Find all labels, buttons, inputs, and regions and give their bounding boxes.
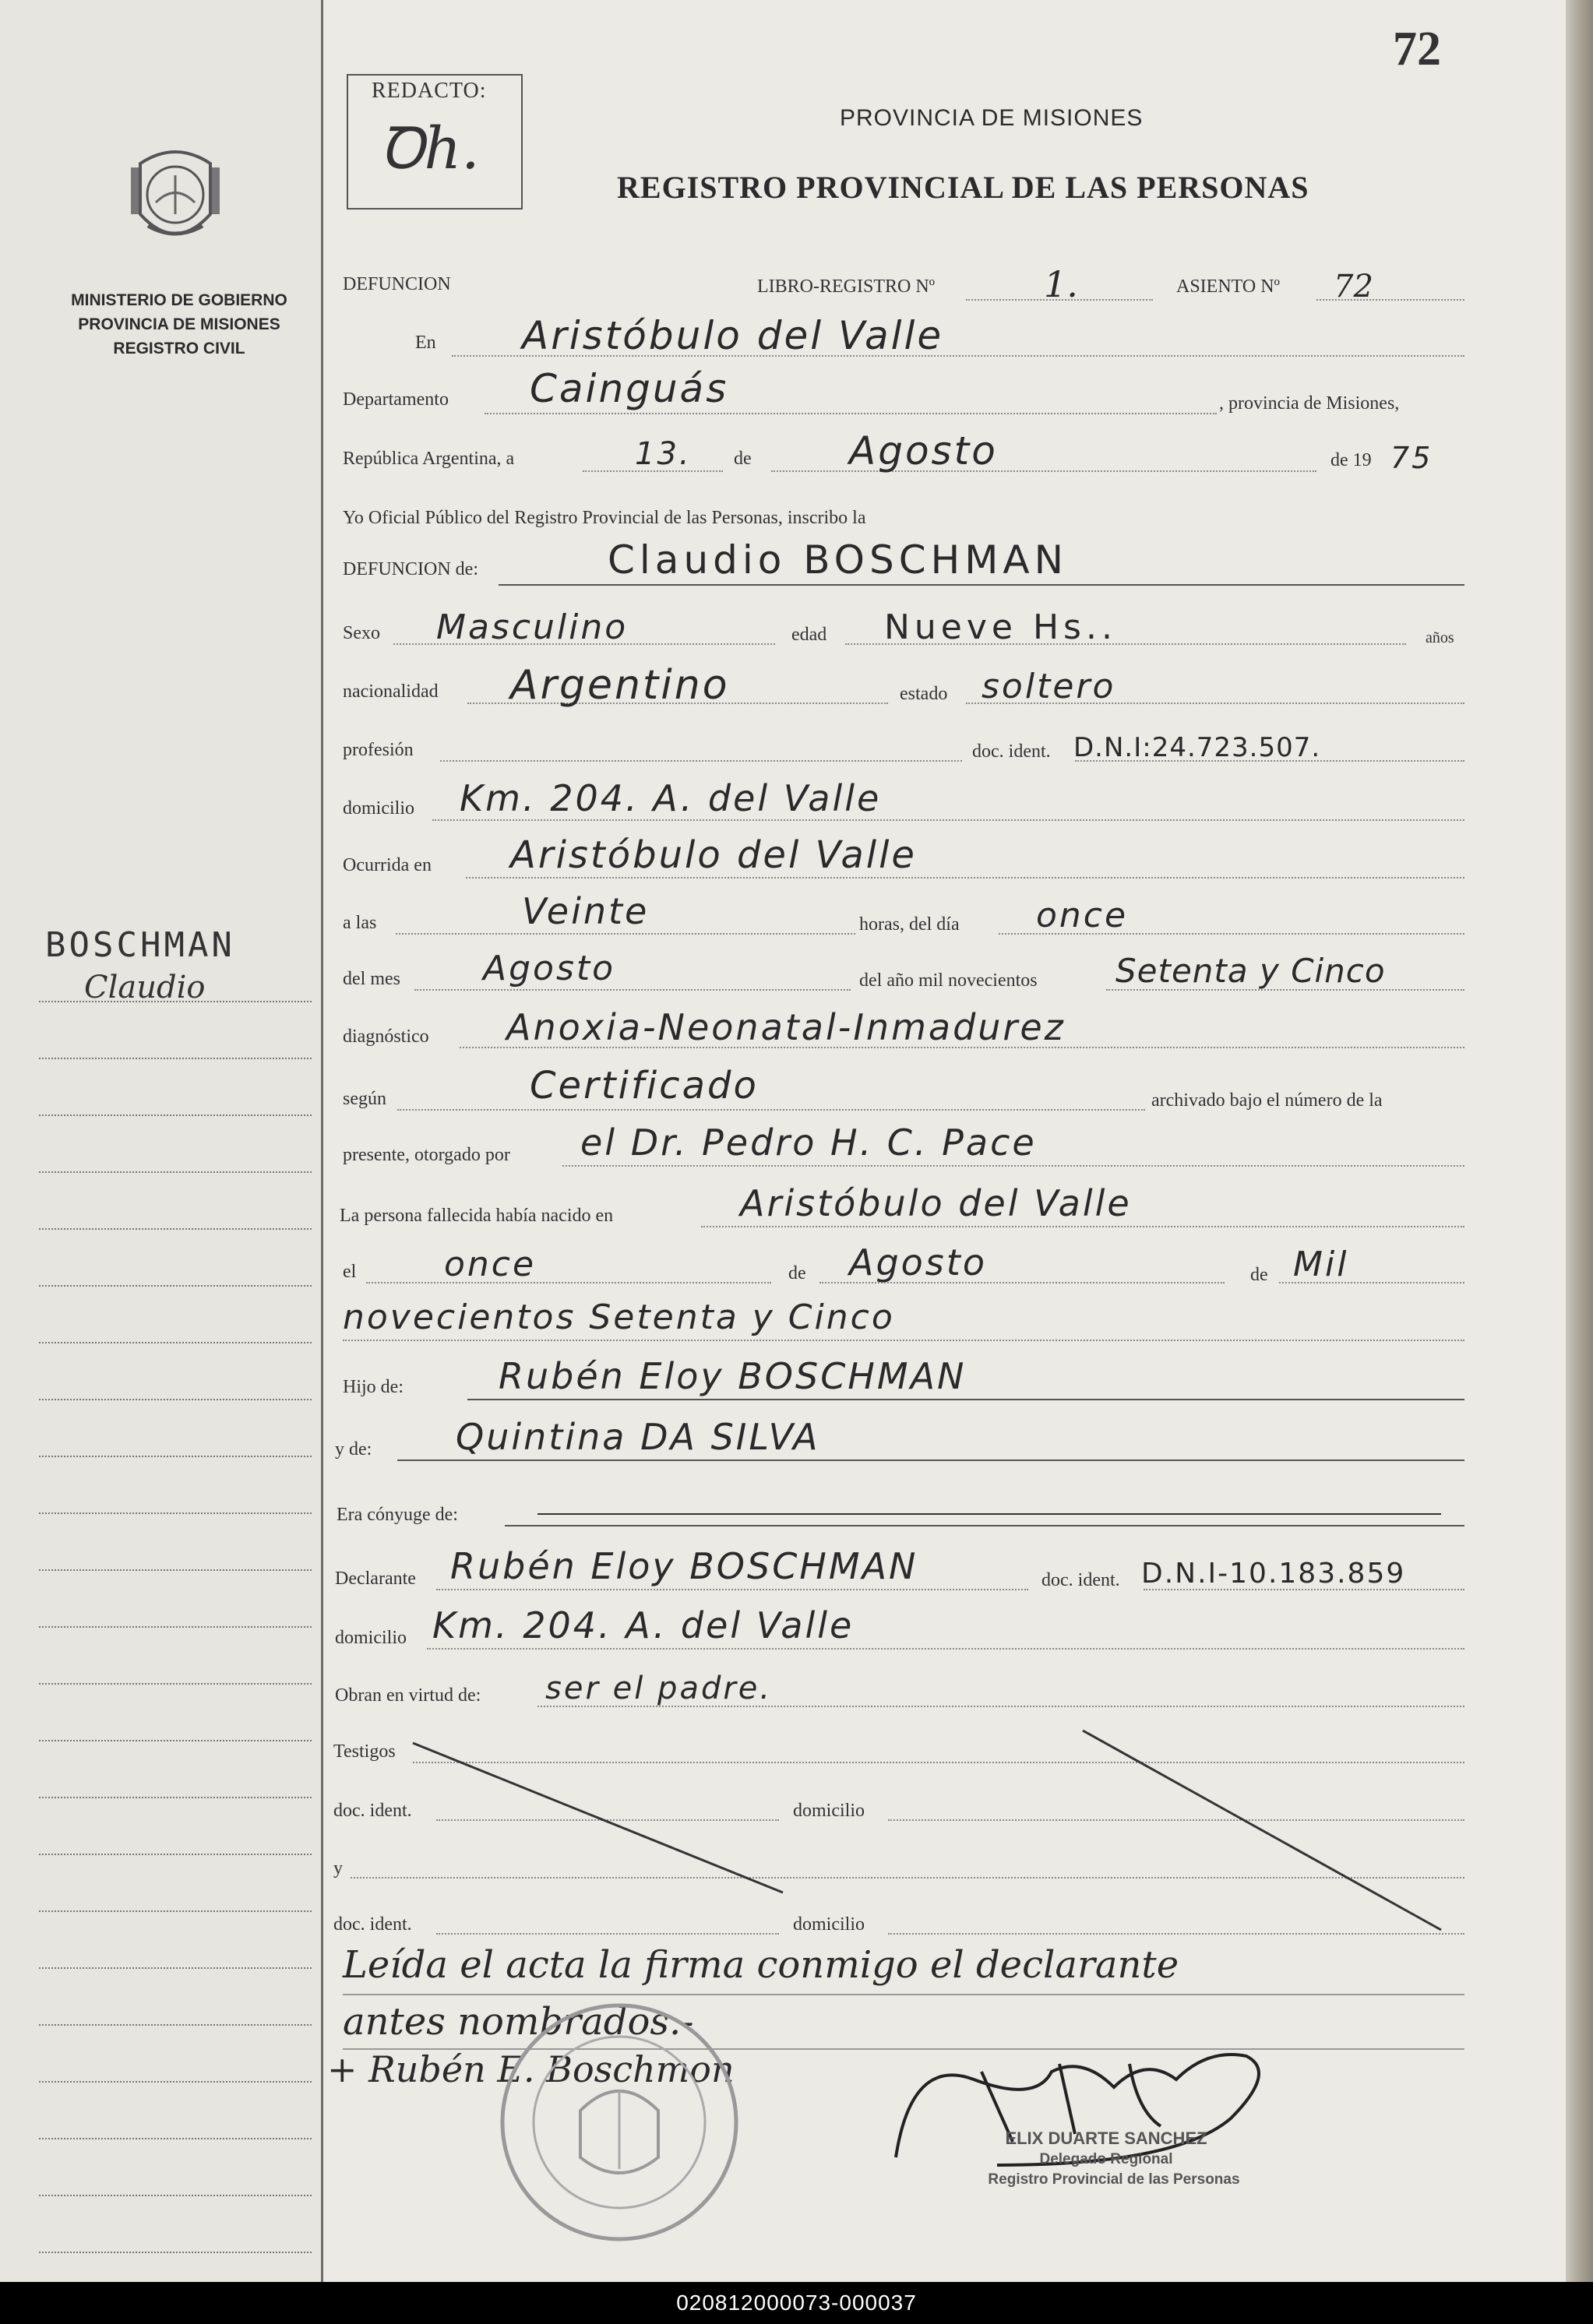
header-province: PROVINCIA DE MISIONES <box>840 105 1144 131</box>
en-label: En <box>415 333 436 353</box>
de2-value: Agosto <box>849 1241 987 1283</box>
ministry-line2: PROVINCIA DE MISIONES <box>78 315 280 333</box>
hijo-value: Rubén Eloy BOSCHMAN <box>499 1355 967 1397</box>
segun-value: Certificado <box>530 1064 759 1107</box>
y-label: y <box>333 1858 343 1879</box>
edad-label: edad <box>791 625 827 645</box>
anios-label: años <box>1426 629 1454 646</box>
delmes-value: Agosto <box>483 949 616 988</box>
nacionalidad-label: nacionalidad <box>343 681 439 702</box>
t2-docident-label: doc. ident. <box>333 1914 412 1935</box>
republica-label: República Argentina, a <box>343 449 515 469</box>
mes-value: Agosto <box>849 428 998 474</box>
libro-value: 1. <box>1044 263 1078 305</box>
nov-value: novecientos Setenta y Cinco <box>343 1298 895 1337</box>
obran-value: ser el padre. <box>545 1671 773 1706</box>
obran-label: Obran en virtud de: <box>335 1685 481 1706</box>
diagnostico-label: diagnóstico <box>343 1026 429 1047</box>
nacido-value: Aristóbulo del Valle <box>740 1182 1132 1224</box>
declarante-value: Rubén Eloy BOSCHMAN <box>450 1545 918 1587</box>
segun-label: según <box>343 1089 386 1109</box>
page-number: 72 <box>1393 23 1441 76</box>
doc-type-label: DEFUNCION <box>343 274 451 294</box>
anio-value: 75 <box>1390 441 1433 475</box>
decl-doc-label: doc. ident. <box>1041 1570 1120 1590</box>
oficial-text: Yo Oficial Público del Registro Provincial de las Personas, inscribo la <box>343 508 866 528</box>
departamento-label: Departamento <box>343 389 449 410</box>
redacto-label: REDACTO: <box>372 79 487 103</box>
t-docident-label: doc. ident. <box>333 1801 412 1821</box>
defuncion-label: DEFUNCION de: <box>343 559 478 579</box>
sexo-label: Sexo <box>343 623 380 643</box>
closing-line1: Leída el acta la firma conmigo el declarante <box>343 1943 1179 1987</box>
anio-label: del año mil novecientos <box>859 970 1038 991</box>
t2-domicilio-label: domicilio <box>793 1914 865 1935</box>
delmes-label: del mes <box>343 969 400 989</box>
testigos-label: Testigos <box>333 1741 396 1762</box>
anio-prefix: de 19 <box>1330 450 1372 470</box>
closing-line2: antes nombrados.- <box>343 2000 694 2044</box>
departamento-value: Cainguás <box>530 366 729 411</box>
el-label: el <box>343 1262 357 1282</box>
sexo-value: Masculino <box>436 607 629 647</box>
ministry-line1: MINISTERIO DE GOBIERNO <box>71 291 287 309</box>
declarante-label: Declarante <box>335 1569 416 1589</box>
horas-value: once <box>1036 896 1129 935</box>
official-seal-icon <box>491 1994 748 2251</box>
diagnostico-value: Anoxia-Neonatal-Inmadurez <box>506 1006 1066 1048</box>
nacido-label: La persona fallecida había nacido en <box>340 1206 614 1226</box>
estado-label: estado <box>900 684 948 704</box>
estado-value: soltero <box>982 667 1116 706</box>
margin-given-name: Claudio <box>84 970 206 1005</box>
ministry-line3: REGISTRO CIVIL <box>113 340 245 357</box>
de-label: de <box>734 449 752 469</box>
libro-label: LIBRO-REGISTRO Nº <box>757 276 936 297</box>
decl-dom-label: domicilio <box>335 1628 407 1648</box>
de3-value: Mil <box>1293 1245 1349 1284</box>
alas-value: Veinte <box>522 890 650 932</box>
en-value: Aristóbulo del Valle <box>522 313 944 358</box>
book-binding <box>1566 0 1593 2324</box>
archivado-label: archivado bajo el número de la <box>1151 1090 1383 1111</box>
defuncion-value: Claudio BOSCHMAN <box>608 537 1069 583</box>
alas-label: a las <box>343 913 377 933</box>
el-value: once <box>444 1245 537 1284</box>
anio-text-value: Setenta y Cinco <box>1115 952 1386 990</box>
decl-dom-value: Km. 204. A. del Valle <box>432 1604 855 1646</box>
edad-value: Nueve Hs.. <box>884 607 1117 647</box>
redacto-initials: Ꝺh. <box>379 115 480 182</box>
header-registry: REGISTRO PROVINCIAL DE LAS PERSONAS <box>617 170 1309 205</box>
stamp-office: Registro Provincial de las Personas <box>988 2171 1240 2188</box>
declarant-signature: + Rubén E. Boschmon <box>327 2048 735 2090</box>
dia-value: 13. <box>635 436 692 472</box>
stamp-title: Delegado Regional <box>1039 2151 1173 2167</box>
docident-label: doc. ident. <box>972 741 1051 762</box>
asiento-value: 72 <box>1334 269 1373 305</box>
domicilio-label: domicilio <box>343 798 414 819</box>
yde-label: y de: <box>335 1439 372 1460</box>
provincia-suffix: , provincia de Misiones, <box>1219 393 1400 414</box>
conyuge-label: Era cónyuge de: <box>337 1505 458 1525</box>
margin-surname: BOSCHMAN <box>45 925 235 965</box>
footer-id: 020812000073-000037 <box>0 2282 1593 2324</box>
ocurrida-value: Aristóbulo del Valle <box>510 833 917 877</box>
horas-label: horas, del día <box>859 914 960 935</box>
yde-value: Quintina DA SILVA <box>456 1416 820 1458</box>
nacionalidad-value: Argentino <box>510 662 730 709</box>
stamp-name: ELIX DUARTE SANCHEZ <box>1005 2129 1207 2148</box>
profesion-label: profesión <box>343 740 414 760</box>
docident-value: D.N.I:24.723.507. <box>1073 732 1321 763</box>
hijo-label: Hijo de: <box>343 1377 404 1397</box>
presente-label: presente, otorgado por <box>343 1145 510 1165</box>
de3-label: de <box>1250 1265 1268 1285</box>
ocurrida-label: Ocurrida en <box>343 855 432 875</box>
decl-doc-value: D.N.I-10.183.859 <box>1141 1558 1406 1590</box>
asiento-label: ASIENTO Nº <box>1176 276 1280 297</box>
t-domicilio-label: domicilio <box>793 1801 865 1821</box>
presente-value: el Dr. Pedro H. C. Pace <box>580 1122 1037 1164</box>
domicilio-value: Km. 204. A. del Valle <box>460 777 882 819</box>
de2-label: de <box>788 1263 806 1283</box>
